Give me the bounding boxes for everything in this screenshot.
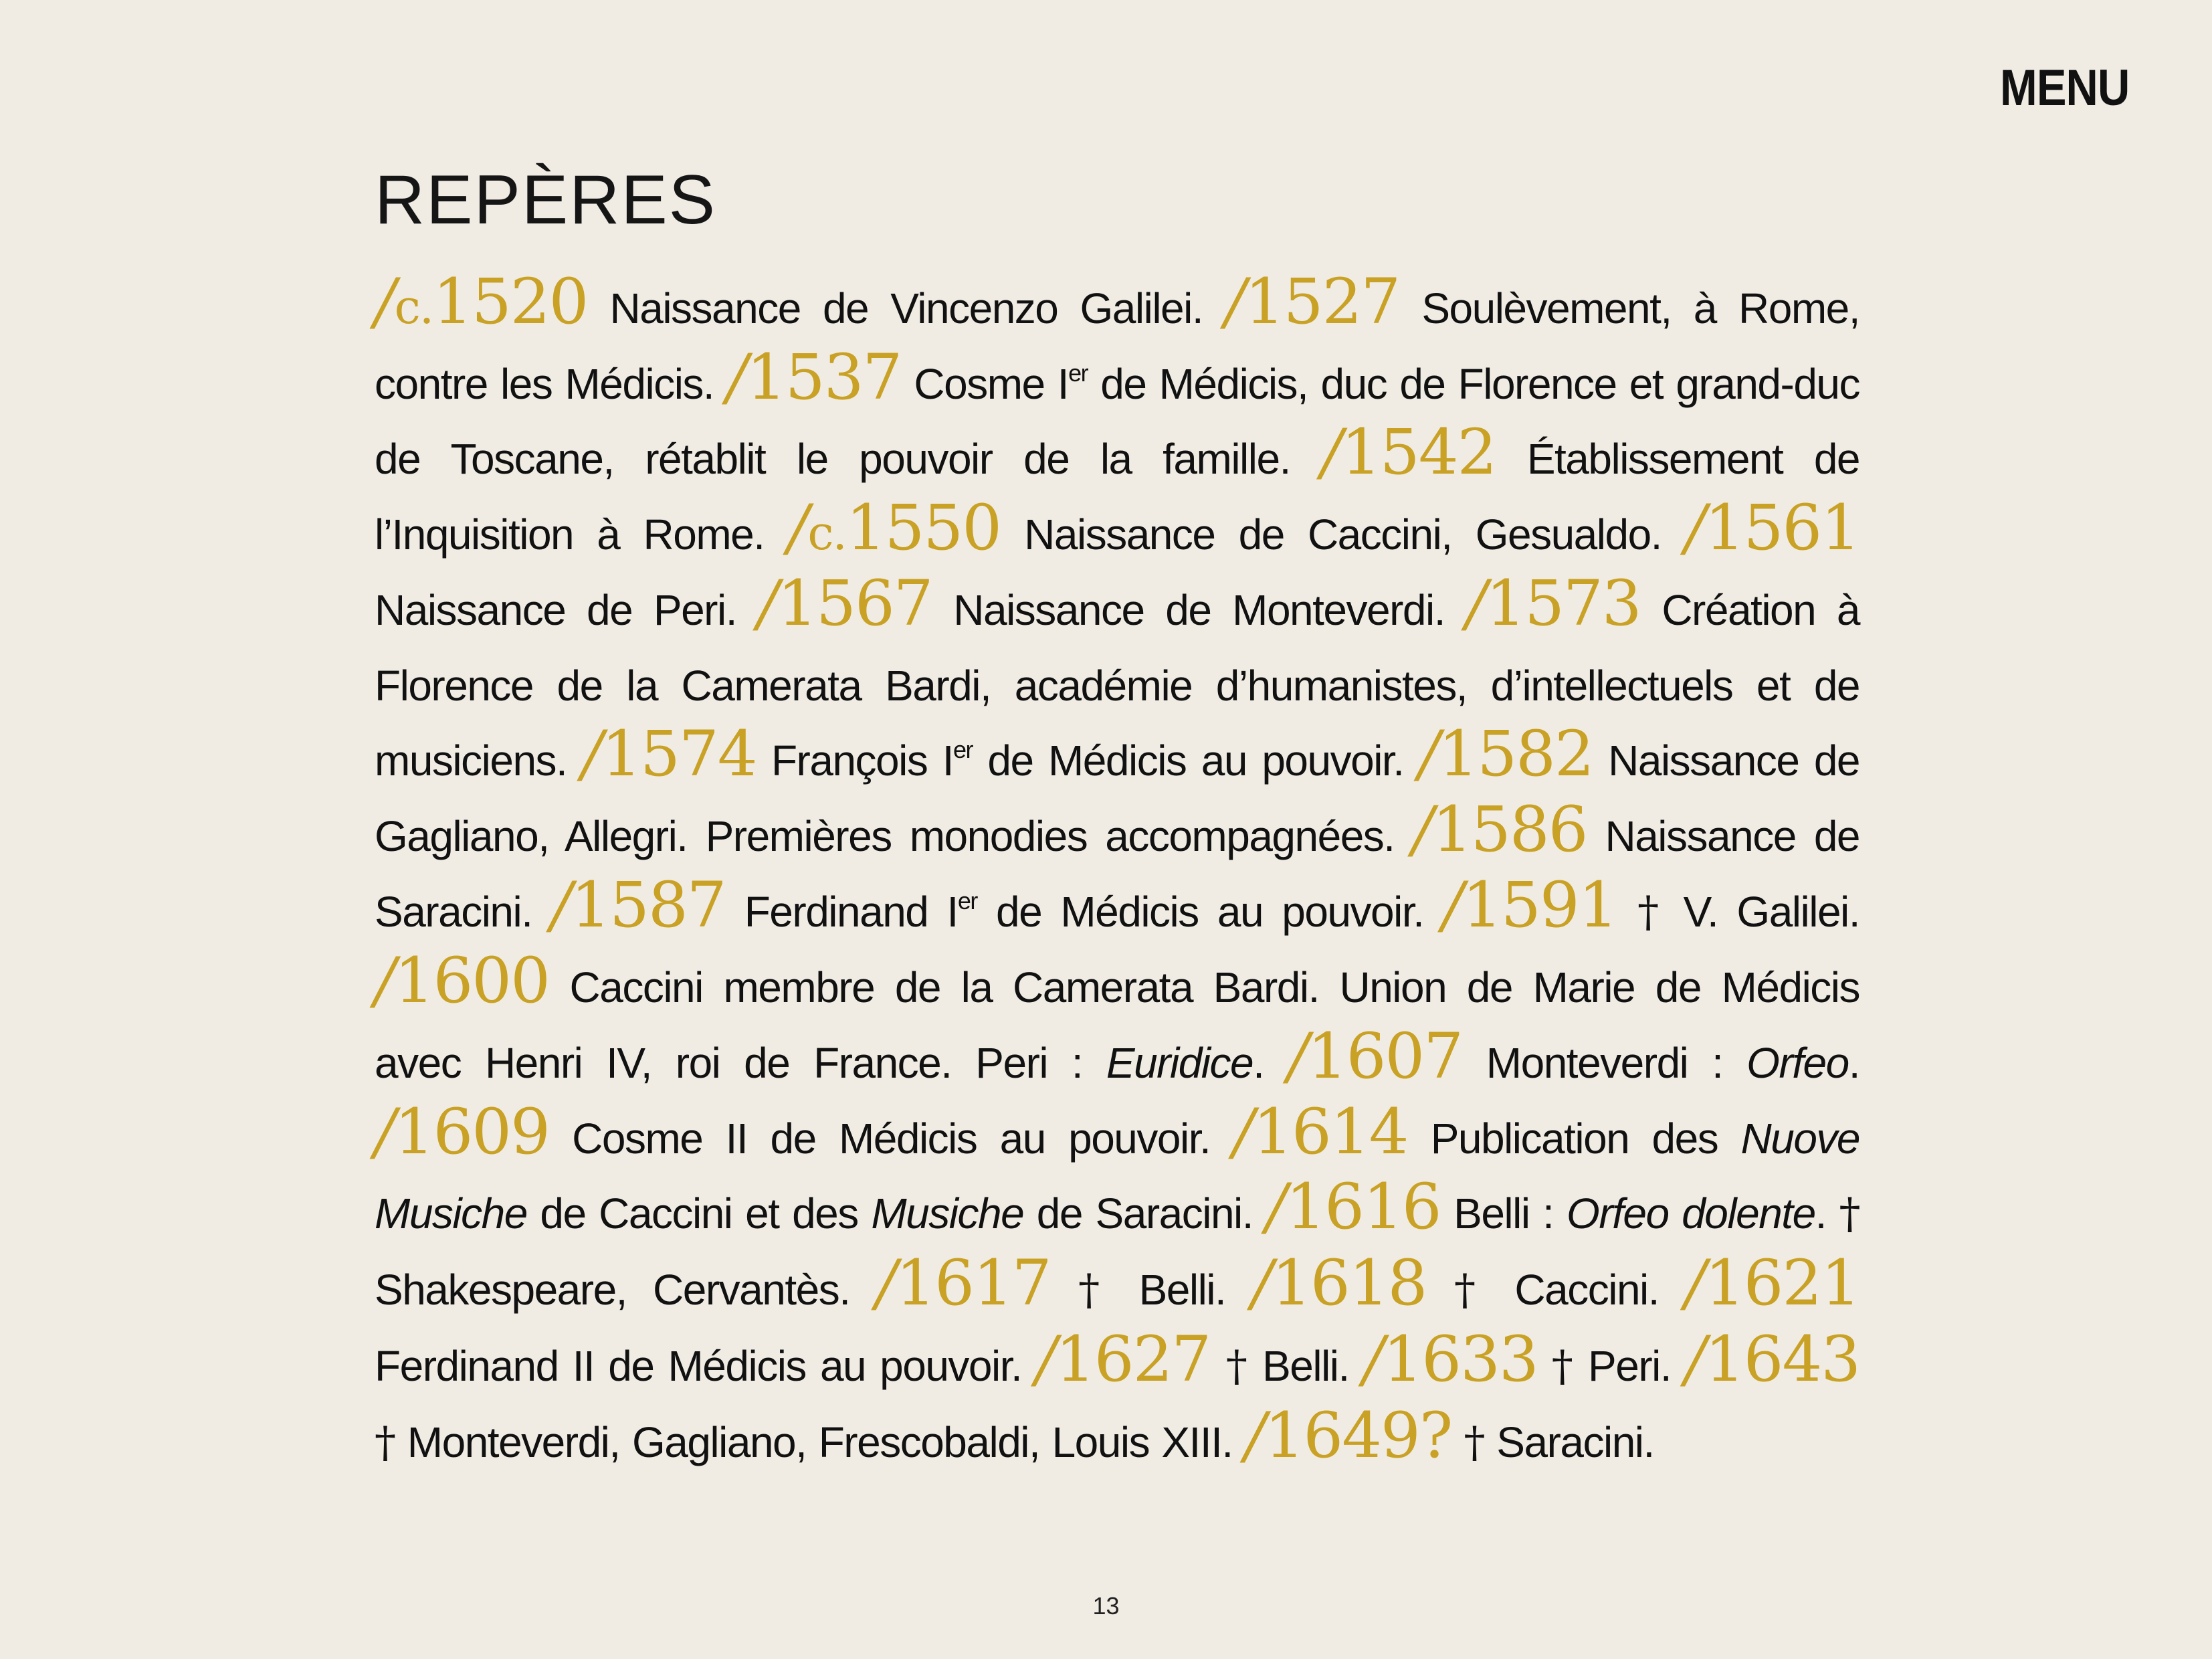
year-slash: /: [757, 567, 778, 640]
work-title: Orfeo dolente: [1567, 1189, 1815, 1238]
event-text: Naissance de Vincenzo Galilei.: [587, 284, 1225, 332]
timeline: [375, 266, 1860, 1480]
year-number: 1567: [777, 567, 932, 640]
timeline-entry: [757, 567, 1466, 640]
year-marker: [1443, 869, 1617, 942]
year-number: 1614: [1253, 1095, 1408, 1169]
year-marker: [375, 1096, 549, 1169]
event-text: de Médicis au pouvoir.: [973, 737, 1419, 785]
year-number: 1627: [1055, 1323, 1211, 1396]
death-dagger-icon: †: [1551, 1341, 1575, 1391]
death-dagger-icon: †: [1050, 1266, 1113, 1316]
year-marker: [876, 1247, 1051, 1320]
timeline-entry: [581, 718, 1419, 791]
event-text: de Médicis au pouvoir.: [977, 887, 1443, 936]
year-marker: [375, 945, 549, 1017]
event-text: V. Galilei.: [1664, 887, 1860, 936]
timeline-entry: [1363, 1323, 1672, 1396]
year-number: 1609: [394, 1095, 549, 1169]
year-slash: /: [787, 492, 808, 565]
timeline-entry: [876, 1247, 1252, 1321]
event-text: Ferdinand I: [725, 887, 958, 936]
ordinal-superscript: er: [953, 736, 973, 764]
year-number: 1561: [1704, 492, 1859, 565]
event-text: [1451, 1418, 1464, 1466]
year-marker: [551, 869, 726, 942]
event-text: Belli :: [1440, 1189, 1567, 1238]
event-text: Peri.: [1574, 1341, 1672, 1390]
year-number: 1591: [1462, 868, 1617, 942]
event-text: Monteverdi :: [1462, 1039, 1747, 1088]
timeline-entry: [550, 868, 1443, 942]
year-slash: /: [1233, 1095, 1253, 1169]
year-marker: [375, 266, 587, 338]
year-number: 1600: [394, 945, 549, 1018]
year-slash: /: [550, 868, 571, 942]
event-text: François I: [756, 737, 954, 785]
year-marker: [1363, 1323, 1538, 1396]
year-number: 1573: [1486, 567, 1641, 640]
event-text: Cosme I: [901, 359, 1069, 408]
year-marker: [758, 567, 932, 640]
timeline-entry: [787, 492, 1686, 565]
menu-button[interactable]: MENU: [2000, 60, 2130, 116]
death-dagger-icon: †: [1464, 1418, 1485, 1468]
death-dagger-icon: †: [1617, 887, 1665, 937]
year-number: 1582: [1438, 718, 1593, 791]
year-slash: /: [1035, 1323, 1055, 1396]
year-marker: [1685, 1247, 1859, 1320]
year-number: 1550: [845, 492, 1001, 565]
work-title: Nuove Musiche: [375, 1114, 1859, 1238]
year-marker: [1685, 1323, 1859, 1396]
event-text: Belli.: [1248, 1341, 1363, 1390]
year-number: 1537: [746, 340, 902, 414]
event-text: de Caccini et des: [526, 1189, 872, 1238]
event-text: Caccini.: [1488, 1266, 1686, 1314]
work-title: Orfeo: [1746, 1039, 1849, 1088]
year-marker: [1321, 416, 1496, 489]
timeline-entry: [375, 266, 1225, 338]
event-text: .: [1253, 1039, 1288, 1088]
year-slash: /: [375, 1095, 395, 1169]
year-number: 1621: [1704, 1247, 1860, 1321]
event-text: Shakespeare, Cervantès.: [375, 1266, 876, 1314]
event-text: Monteverdi, Gagliano, Frescobaldi, Louis XIII.: [395, 1418, 1245, 1466]
event-text: [1538, 1342, 1552, 1390]
event-text: .: [1815, 1189, 1839, 1238]
death-dagger-icon: †: [1839, 1189, 1860, 1240]
year-marker: [1685, 492, 1859, 565]
year-marker: [1035, 1323, 1210, 1396]
timeline-entry: [1251, 1247, 1686, 1321]
year-marker: [1466, 567, 1641, 640]
death-dagger-icon: †: [1426, 1266, 1489, 1316]
page-title: REPÈRES: [375, 161, 717, 239]
event-text: Naissance de Saracini.: [375, 811, 1860, 936]
timeline-entry: [1288, 1020, 1859, 1094]
year-prefix: c.: [807, 506, 846, 561]
ordinal-superscript: er: [957, 886, 977, 914]
year-slash: /: [1266, 1171, 1286, 1244]
year-marker: [1413, 793, 1587, 866]
year-number: 1618: [1272, 1247, 1427, 1321]
year-number: 1617: [896, 1247, 1051, 1321]
page-number: 13: [1092, 1592, 1120, 1620]
year-marker: [1266, 1171, 1441, 1244]
year-number: 1649?: [1264, 1399, 1452, 1472]
year-slash: /: [1225, 266, 1245, 338]
year-marker: [1419, 718, 1593, 791]
event-text: Naissance de Gagliano, Allegri. Premières monodies accompagnées.: [375, 737, 1860, 860]
year-slash: /: [1685, 492, 1705, 565]
year-number: 1574: [601, 718, 757, 791]
year-slash: /: [1466, 567, 1486, 640]
year-marker: [726, 341, 901, 414]
timeline-entry: [375, 1095, 1233, 1169]
year-slash: /: [1418, 718, 1439, 791]
year-marker: [1225, 266, 1399, 338]
timeline-entry: [1442, 868, 1860, 942]
year-slash: /: [1288, 1020, 1308, 1094]
year-number: 1616: [1286, 1171, 1441, 1244]
year-slash: /: [375, 266, 395, 338]
timeline-paragraph: [375, 266, 1860, 1480]
event-text: Belli.: [1112, 1266, 1252, 1314]
event-text: Ferdinand II de Médicis au pouvoir.: [375, 1341, 1036, 1390]
year-slash: /: [1321, 416, 1342, 490]
death-dagger-icon: †: [375, 1418, 395, 1468]
event-text: Établissement de l’Inquisition à Rome.: [375, 435, 1860, 559]
event-text: .: [1848, 1039, 1859, 1088]
event-text: Soulèvement, à Rome, contre les Médicis.: [375, 284, 1860, 408]
year-marker: [1245, 1399, 1451, 1472]
year-slash: /: [1685, 1247, 1705, 1321]
event-text: Naissance de Peri.: [375, 585, 758, 634]
year-prefix: c.: [394, 280, 433, 334]
timeline-entry: [1244, 1399, 1654, 1472]
year-slash: /: [375, 945, 395, 1018]
year-number: 1587: [571, 868, 726, 942]
year-slash: /: [1412, 793, 1433, 866]
year-marker: [1251, 1247, 1426, 1320]
year-number: 1633: [1383, 1323, 1538, 1396]
year-slash: /: [876, 1247, 896, 1321]
year-slash: /: [726, 340, 747, 414]
event-text: Saracini.: [1484, 1418, 1654, 1466]
work-title: Euridice: [1106, 1039, 1253, 1088]
event-text: Cosme II de Médicis au pouvoir.: [548, 1114, 1233, 1163]
event-text: Création à Florence de la Camerata Bardi, académie d’humanistes, d’intellectuels et de musiciens.: [375, 585, 1860, 785]
ordinal-superscript: er: [1068, 359, 1088, 387]
year-number: 1542: [1341, 416, 1496, 490]
event-text: Caccini membre de la Camerata Bardi. Union de Marie de Médicis avec Henri IV, roi de France. Peri :: [375, 963, 1859, 1088]
work-title: Musiche: [871, 1189, 1024, 1238]
year-slash: /: [1442, 868, 1463, 942]
year-number: 1586: [1432, 793, 1587, 866]
year-number: 1607: [1307, 1020, 1463, 1094]
event-text: Naissance de Monteverdi.: [932, 585, 1466, 634]
death-dagger-icon: †: [1210, 1341, 1249, 1391]
year-marker: [788, 492, 1001, 565]
year-number: 1527: [1244, 266, 1400, 338]
year-slash: /: [581, 718, 602, 791]
year-marker: [1233, 1096, 1408, 1169]
year-marker: [582, 718, 757, 791]
year-number: 1520: [433, 266, 588, 338]
year-number: 1643: [1704, 1323, 1860, 1396]
year-slash: /: [1363, 1323, 1383, 1396]
year-slash: /: [1685, 1323, 1705, 1396]
event-text: Publication des: [1407, 1114, 1741, 1163]
year-marker: [1288, 1020, 1462, 1093]
year-slash: /: [1244, 1399, 1265, 1472]
year-slash: /: [1251, 1247, 1272, 1321]
event-text: Naissance de Caccini, Gesualdo.: [1001, 510, 1686, 559]
timeline-entry: [1035, 1323, 1363, 1396]
event-text: de Médicis, duc de Florence et grand-duc de Toscane, rétablit le pouvoir de la famille.: [375, 359, 1860, 484]
event-text: de Saracini.: [1023, 1189, 1266, 1238]
